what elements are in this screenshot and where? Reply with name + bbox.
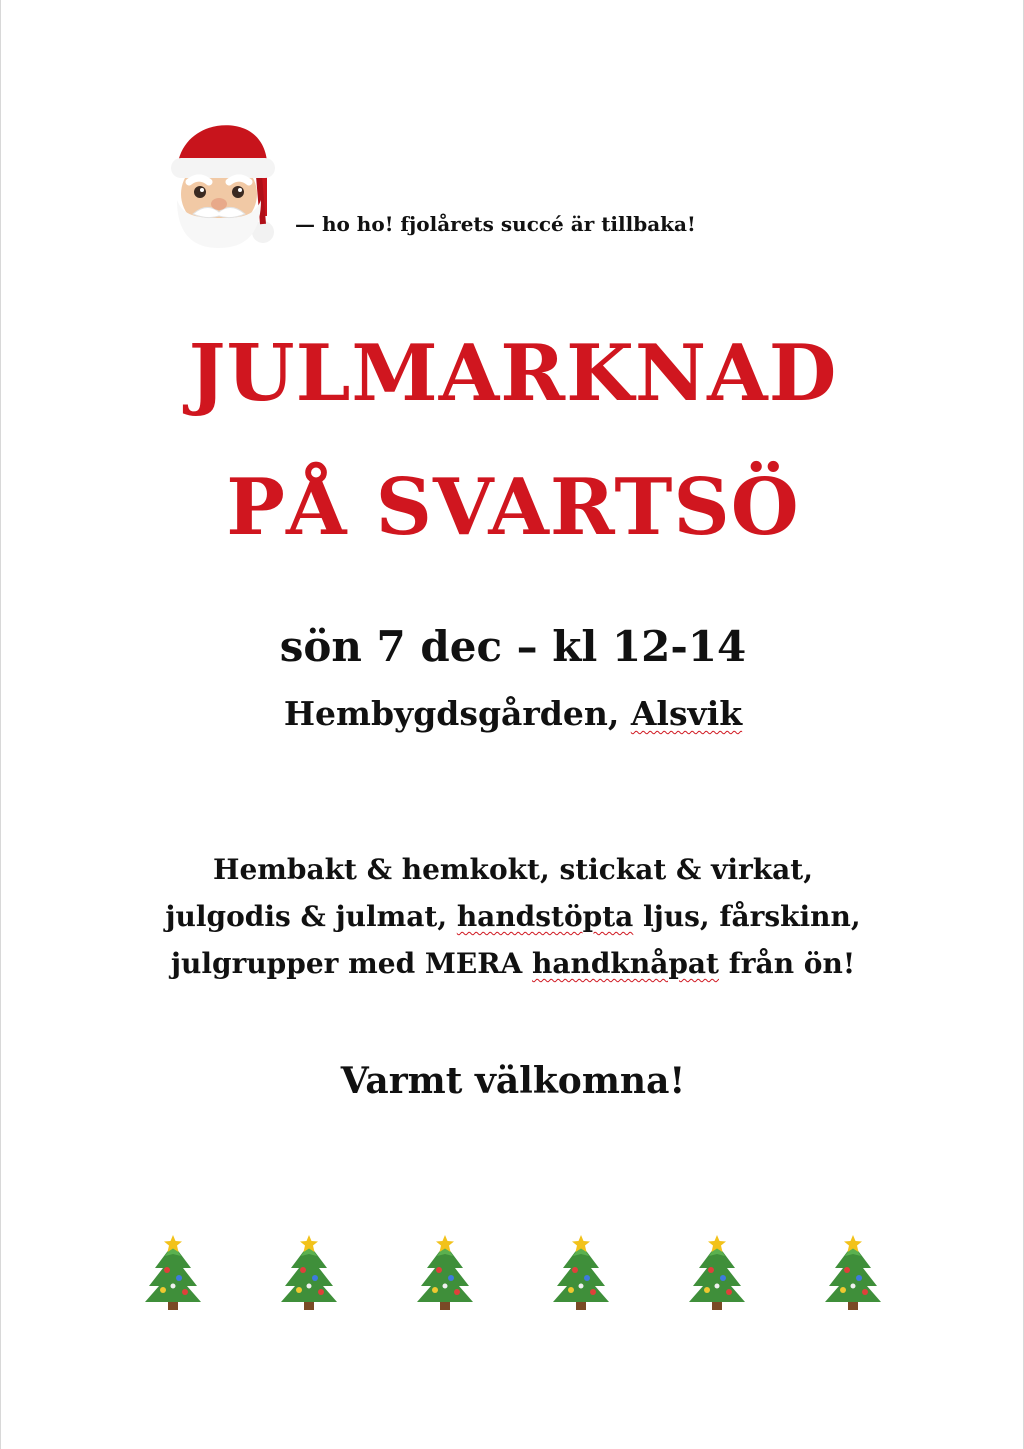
event-place	[1, 694, 1024, 733]
christmas-tree-icon	[413, 1234, 477, 1314]
description-line-3-b: handknåpat	[532, 947, 719, 980]
christmas-tree-icon	[549, 1234, 613, 1314]
christmas-tree-icon	[821, 1234, 885, 1314]
tagline: — ho ho! fjolårets succé är tillbaka!	[295, 212, 696, 236]
description-line-2-b: handstöpta	[456, 900, 634, 933]
description-line-3	[1, 940, 1024, 987]
event-place-prefix: Hembygdsgården,	[283, 694, 631, 733]
description-line-1: Hembakt & hemkokt, stickat & virkat,	[213, 853, 813, 886]
christmas-tree-icon	[277, 1234, 341, 1314]
tree-row	[141, 1234, 891, 1314]
welcome-text: Varmt välkomna!	[340, 1060, 686, 1102]
event-place-town: Alsvik	[630, 694, 743, 733]
title-line-2: PÅ SVARTSÖ	[226, 462, 800, 553]
description-line-2	[1, 893, 1024, 940]
description-line-3-c: från ön!	[719, 947, 856, 980]
description-line-3-a: julgrupper med MERA	[170, 947, 532, 980]
christmas-tree-icon	[685, 1234, 749, 1314]
description-line-2-a: julgodis & julmat,	[165, 900, 457, 933]
santa-face-icon	[163, 120, 279, 250]
description-line-2-c: ljus, fårskinn,	[633, 900, 861, 933]
event-date-time: sön 7 dec – kl 12-14	[279, 622, 747, 671]
christmas-tree-icon	[141, 1234, 205, 1314]
title-line-1: JULMARKNAD	[188, 328, 838, 419]
description	[1, 846, 1024, 987]
